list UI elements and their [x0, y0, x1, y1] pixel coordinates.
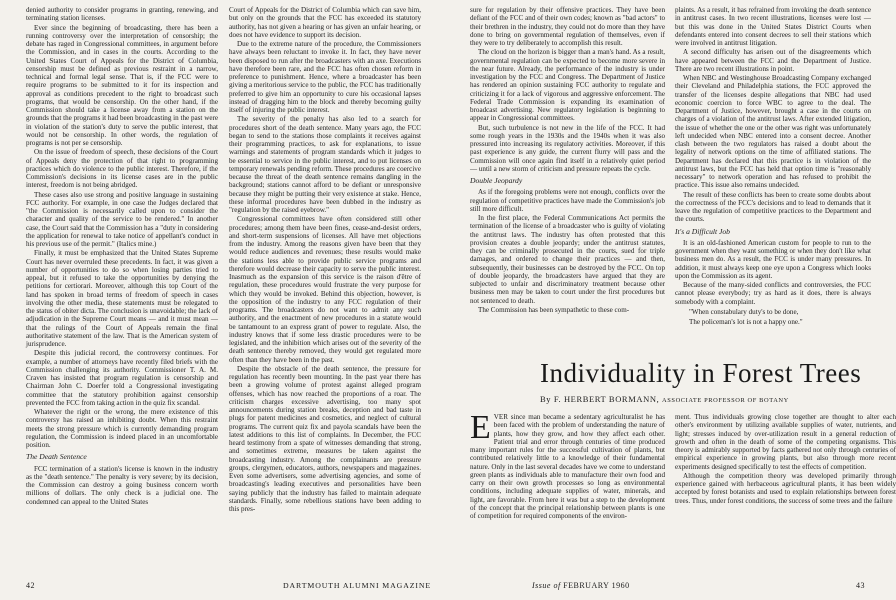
paragraph: Despite the obstacle of the death sentence, the pressure for regulation has recently been mounting. In the past year there has been a growing volume of protest against alleged program offenses, which has now reached the proportions of a roar. The criticism charges excessive advertising, too many spot announcements during station breaks, deception and bad taste in plugs for patent medicines and cosmetics, and neglect of cultural programs. The current quiz fix and payola scandals have been the latest additions to this list of complaints. In December, the FCC heard testimony from a spate of witnesses demanding that strong, and sometimes extreme, measures be taken against the broadcasting industry. Among the complainants are pressure groups, clergymen, educators, authors, newspapers and magazines. Even some advertisers, some advertising agencies, and some of broadcasting's leading executives and personalities have been saying publicly that the industry has failed to maintain adequate standards. Finally, some rebellious stations have been adding to this pres- [229, 364, 421, 513]
paragraph: But, such turbulence is not new in the life of the FCC. It had some rough years in the 1930s and the 1940s when it was also pressured into increasing its regulatory activities. Moreover, if this past experience is any guide, the current flurry will pass and the Commission will once again find itself in a relatively quiet period — until a new storm of criticism and pressure repeats the cycle. [470, 123, 665, 173]
section-heading: The Death Sentence [26, 452, 87, 462]
paragraph: In the first place, the Federal Communications Act permits the termination of the license of a broadcaster who is guilty of violating the antitrust laws. The industry has often protested that this provision creates a double jeopardy; under the antitrust statutes, they can be criminally prosecuted in the courts, sued for triple damages, and ordered to change their practices — and then, subsequently, their businesses can be destroyed by the FCC. On top of double jeopardy, the broadcasters have argued that they are subjected to unfair and discriminatory treatment because other business men may be taken to court under the first procedures but not sentenced to death. [470, 214, 665, 305]
paragraph: A second difficulty has arisen out of the disagreements which have appeared between the FCC and the Department of Justice. There are two recent illustrations in point. [675, 48, 871, 73]
issue-date-text: FEBRUARY 1960 [563, 581, 630, 590]
paragraph: Despite this judicial record, the controversy continues. For example, a number of attorneys have recently filed briefs with the Commission challenging its authority. Commissioner T. A. M. Craven has insisted that program regulation is censorship and Chairman John C. Doerfer told a Congressional investigating committee that the statutory prohibition against censorship prevented the FCC from taking action in the quiz fix scandal. [26, 349, 218, 407]
paragraph: Due to the extreme nature of the procedure, the Commissioners have always been reluctant to invoke it. In fact, they have never been disposed to run after the broadcasters with an axe. Executions have therefore been rare, and the FCC has often chosen reform in preference to punishment. Hence, where a broadcaster has been giving a meritorious service to the public, the FCC has traditionally preferred to give him an opportunity to cure his occasional lapses instead of dragging him to the block and thereby becoming guilty itself of injuring the public interest. [229, 40, 421, 114]
article-title: Individuality in Forest Trees [540, 358, 862, 388]
column-1 [26, 6, 218, 507]
article-lead-text: VER since man became a sedentary agriculturalist he has been faced with the problem of understanding the nature of plants, how they grow, and how they affect each other. Patient trial and error through centuries of time produced many important rules for the successful cultivation of plants, but contributed relatively little to a knowledge of their fundamental nature. Only in the last several decades have we come to understand green plants as individuals able to manufacture their own food and carry on their own growth processes so long as environmental conditions, including adequate supplies of water, minerals, and light, are favorable. From here it was but a step to the development of the concept that the principal relationship between plants is one of competition for required components of the environ- [470, 413, 665, 520]
paragraph: Finally, it must be emphasized that the United States Supreme Court has never overruled these precedents. In fact, it was given a number of opportunities to do so when losing parties tried to appeal, but it refused to take the opportunities by denying the petitions for certiorari. Moreover, although this top Court of the land has spoken in broad terms of freedom of speech in cases involving the other media, these statements must be relegated to the status of obiter dicta. The conclusion is unavoidable; the lack of adjudication in the Supreme Court means — and it must mean — that the rulings of the Court of Appeals remain the final authoritative statement of the law. That is the American system of jurisprudence. [26, 249, 218, 348]
article-paragraph: Although the competition theory was developed primarily through experience gained with herbaceous agricultural plants, it has been widely accepted by forest botanists and used to explain relationships between forest trees. Thus, under forest conditions, the success of some trees and the failure [675, 471, 896, 505]
byline [540, 394, 789, 404]
paragraph: The severity of the penalty has also led to a search for procedures short of the death sentence. Many years ago, the FCC began to send to the stations those complaints it receives against their programming practices, to ask for explanations, to issue warnings and statements of program standards which it judges to be essential to service in the public interest, and to put licenses on temporary renewals pending reform. These procedures are coercive because the threat of the death sentence remains dangling in the background; stations cannot afford to be defiant or unresponsive because they might be putting their very existence at stake. Hence, these informal procedures have been dubbed in the industry as "regulation by the raised eyebrow." [229, 115, 421, 214]
paragraph: When NBC and Westinghouse Broadcasting Company exchanged their Cleveland and Philadelphia stations, the FCC approved the transfer of the licenses despite allegations that NBC had used economic coercion to force WBC to agree to the deal. The Department of Justice, however, brought a case in the courts on charges of a violation of the antitrust laws. After extended litigation, the issue of whether the one or the other was right was unfortunately left undecided when NBC entered into a consent decree. Another clash between the two regulators has raised a doubt about the legality of network options on the time of affiliated stations. The Department has declared that this practice is in violation of the antitrust laws, but the FCC has held that option time is "reasonably necessary" to network operation and has refused to prohibit the practice. This issue also remains undecided. [675, 74, 871, 190]
paragraph: Whatever the right or the wrong, the mere existence of this controversy has raised an inhibiting doubt. When this restraint meets the strong pressure which is currently demanding program regulation, the Commission is indeed placed in an uncomfortable position. [26, 408, 218, 449]
article-paragraph: ment. Thus individuals growing close together are thought to alter each other's environment by utilizing available supplies of water, nutrients, and light; stresses induced by over-utilization result in a general reduction of growth and often in the death of some of the competing organisms. This theory is admirably supported by facts gathered not only through centuries of empirical experience in growing plants, but also through more recent experiments designed specifically to test the effects of competition. [675, 413, 896, 471]
byline-affiliation: ASSOCIATE PROFESSOR OF BOTANY [662, 397, 789, 404]
paragraph: Court of Appeals for the District of Columbia which can save him, but only on the grounds that the FCC has exceeded its statutory authority, has not given a hearing or has given an unfair hearing, or does not have evidence to support its decision. [229, 6, 421, 39]
paragraph: As if the foregoing problems were not enough, conflicts over the regulation of competitive practices have made the Commission's job still more difficult. [470, 188, 665, 213]
paragraph: denied authority to consider programs in granting, renewing, and terminating station licenses. [26, 6, 218, 23]
paragraph: Because of the many-sided conflicts and controversies, the FCC cannot please everybody; try as hard as it does, there is always somebody with a complaint. [675, 281, 871, 306]
paragraph: Congressional committees have often considered still other procedures; among them have been fines, cease-and-desist orders, and short-term suspensions of licenses. All have met objections from the industry. Among the reasons given have been that they would reduce audiences and revenues; these results would make the stations less able to provide public service programs and therefore would decrease their capacity to serve the public interest. Inasmuch as the expansion of this service is the raison d'être of regulation, these procedures would frustrate the very purpose for which they would be invoked. Behind this objection, however, is the opposition of the industry to any FCC regulation of their programs. The broadcasters do not want to admit any such authority, and the enactment of new procedures in a statute would be tantamount to an express grant of power to regulate. Also, the industry knows that if some less drastic procedures were to be legislated, and the inhibition which arises out of the severity of the death sentence thereby removed, they would get regulated more often than they have been in the past. [229, 215, 421, 364]
column-3 [470, 6, 665, 315]
page-number-left: 42 [26, 581, 35, 590]
paragraph: It is an old-fashioned American custom for people to run to the government when they want something or when they don't like what business men do. As a result, the FCC is under many pressures. In addition, it must always keep one eye upon a Congress which looks upon the Commission as its agent. [675, 238, 871, 280]
section-heading: Double Jeopardy [470, 176, 523, 185]
article-column-1 [470, 409, 665, 520]
paragraph: FCC termination of a station's license is known in the industry as the "death sentence." The penalty is very severe; by its decision, the Commission can destroy a going business concern worth millions of dollars. The only check is a judicial one. The condemned can appeal to the United States [26, 464, 218, 506]
column-4 [675, 6, 871, 328]
issue-date [532, 581, 630, 590]
magazine-name: DARTMOUTH ALUMNI MAGAZINE [283, 581, 432, 590]
paragraph: The Commission has been sympathetic to these com- [478, 305, 630, 314]
column-2 [229, 6, 421, 514]
paragraph: The result of these conflicts has been to create some doubts about the correctness of the FCC's decisions and to lead to demands that it leave the regulation of competitive practices to the Department and the courts. [675, 190, 871, 224]
paragraph: The cloud on the horizon is bigger than a man's hand. As a result, governmental regulation can be expected to become more severe in the near future. Already, the performance of the industry is under investigation by the FCC and Congress. The Department of Justice has rendered an opinion sustaining FCC authority to regulate and criticizing it for a lack of vigorous and aggressive enforcement. The Federal Trade Commission is expanding its examination of broadcast advertising. New regulatory legislation is beginning to appear in Congressional committees. [470, 48, 665, 123]
quote-line: The policeman's lot is not a happy one." [689, 318, 803, 326]
quote-line: "When constabulary duty's to be done, [689, 307, 799, 316]
paragraph: Ever since the beginning of broadcasting, there has been a running controversy over the interpretation of censorship; the debate has raged in Congressional committees, in argument before the Commission, and in cases in the courts. According to the United States Court of Appeals for the District of Columbia, censorship must be defined as previous restraint in a narrow, technical and formal legal sense. That is, if the FCC were to require programs to be submitted to it for its inspection and approval as conditions precedent to the right to broadcast such programs, that would be censorship. On the other hand, if the Commission should take a license away from a station on the grounds that the programs it had been broadcasting in the past were in violation of the station's duty to serve the public interest, that would not be censorship. In other words, the regulation of programs is not per se censorship. [26, 23, 218, 147]
byline-author: By F. HERBERT BORMANN, [540, 394, 660, 404]
section-heading: It's a Difficult Job [675, 226, 730, 236]
drop-cap: E [470, 409, 491, 446]
page-number-right: 43 [856, 581, 865, 590]
paragraph: On the issue of freedom of speech, these decisions of the Court of Appeals deny the protection of that right to programming practices which do violence to the public interest. Therefore, if the Commission's decisions in its license cases are in the public interest, freedom is not being abridged. [26, 148, 218, 190]
issue-prefix: Issue of [532, 581, 561, 590]
paragraph: sure for regulation by their offensive practices. They have been defiant of the FCC and of their own codes; known as "bad actors" to their brethren in the industry, they could not do more than they have done to bring on governmental regulation of themselves, even if they were to try deliberately to accomplish this result. [470, 6, 665, 47]
paragraph: These cases also use strong and positive language in sustaining FCC authority. For example, in one case the Judges declared that "the Commission is necessarily called upon to consider the character and quality of the service to be rendered." In another case, the Court said that the Commission has a "duty in considering the application for renewal to take notice of appellant's conduct in his previous use of the permit." (Italics mine.) [26, 190, 218, 248]
article-paragraph [470, 409, 665, 520]
paragraph: plaints. As a result, it has refrained from invoking the death sentence in antitrust cases. In two recent illustrations, licenses were lost — but this was done in the United States District Courts when defendants entered into consent decrees to sell their stations which were involved in antitrust litigation. [675, 6, 871, 47]
article-column-2 [675, 413, 896, 506]
